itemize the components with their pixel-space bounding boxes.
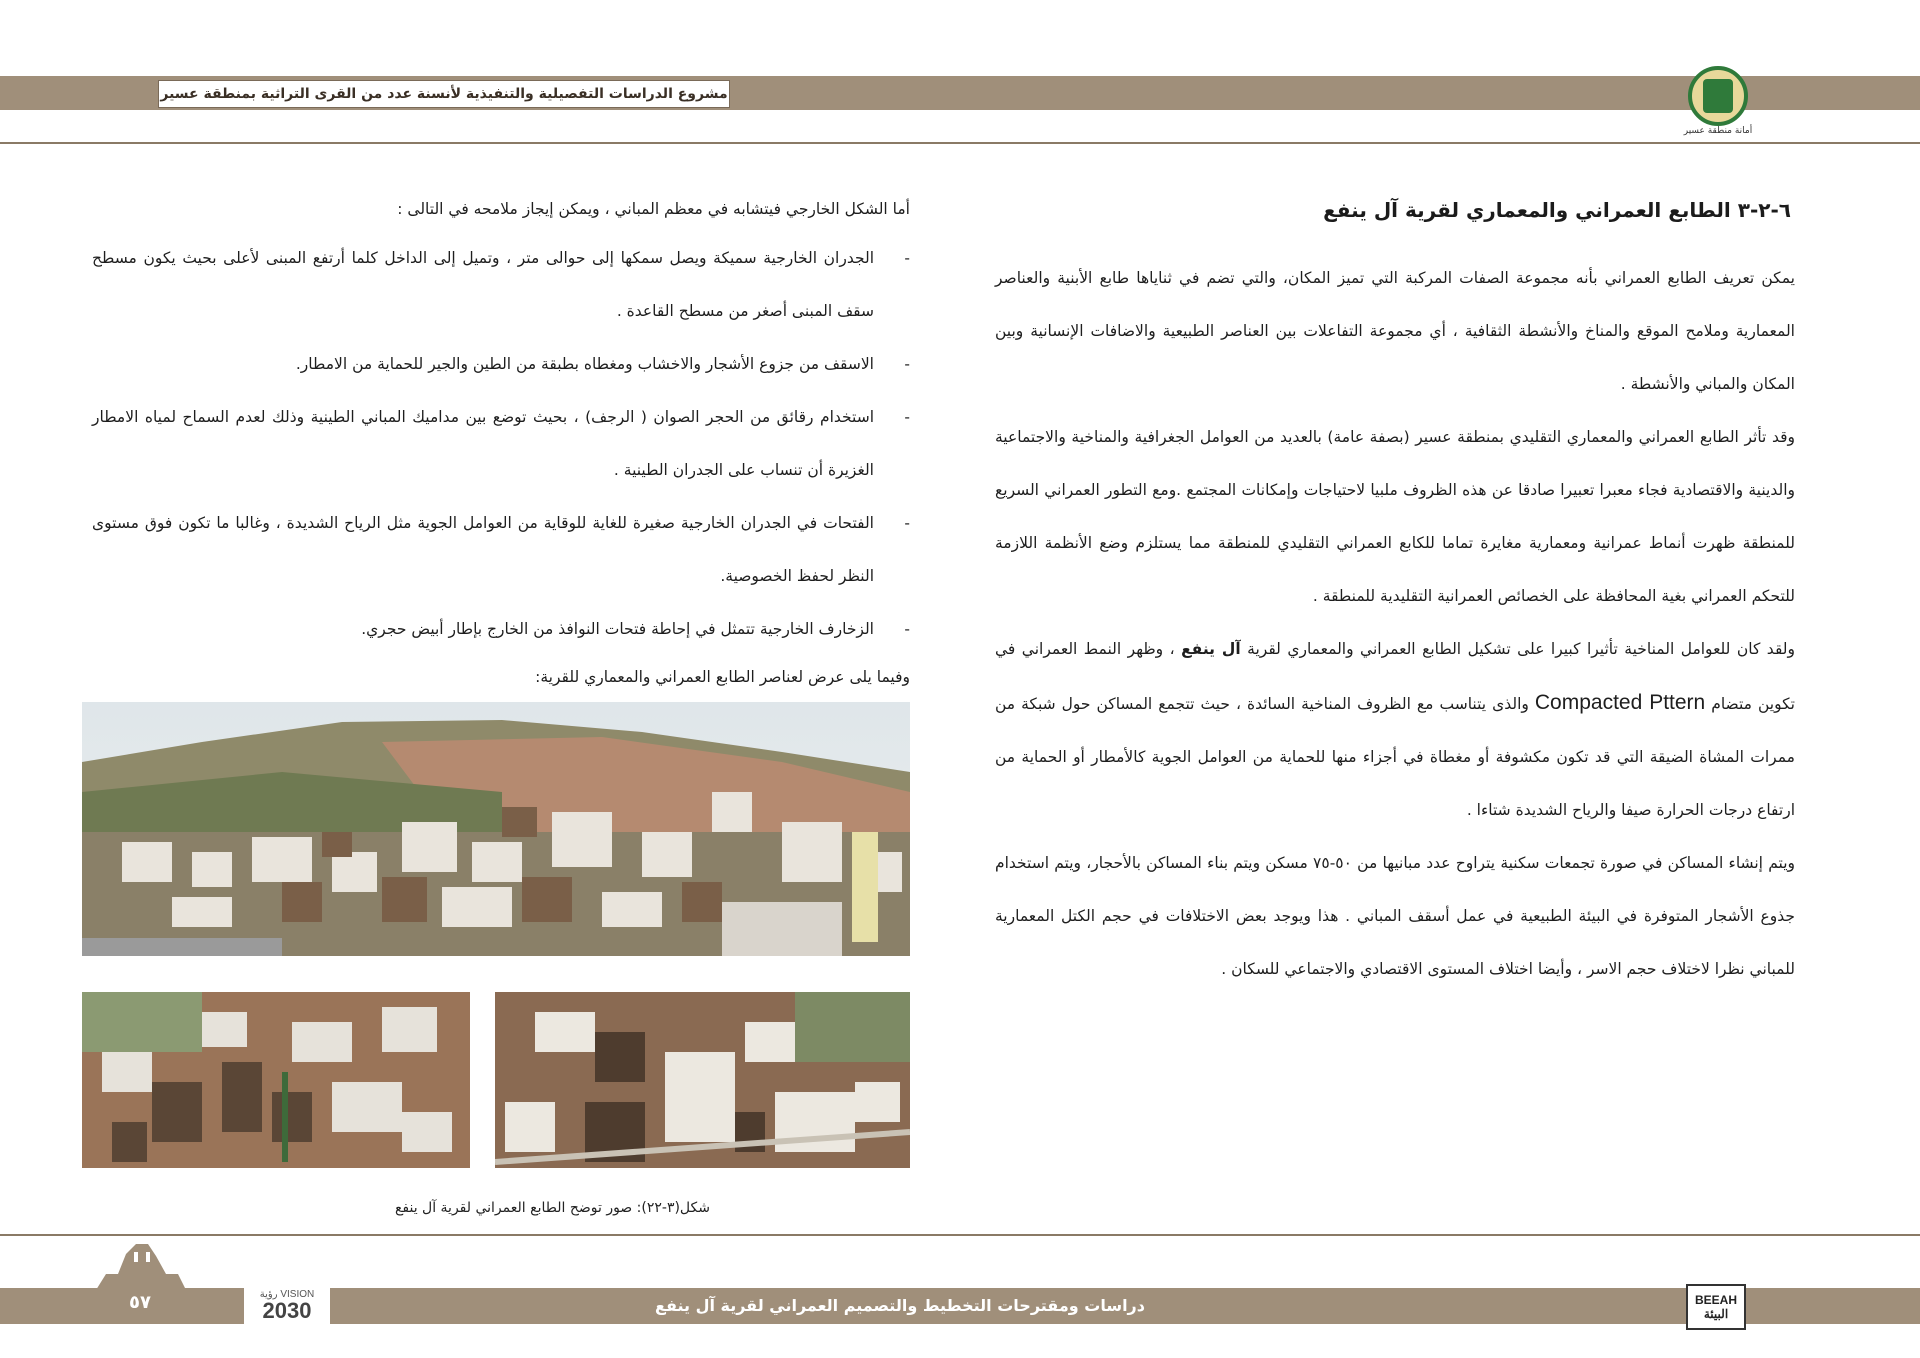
section-title: ٦-٢-٣ الطابع العمراني والمعماري لقرية آل ينفع (1323, 198, 1791, 222)
compacted-pattern-term: Compacted Pttern (1534, 691, 1706, 714)
beeah-ar: البيئة (1703, 1307, 1729, 1321)
village-name: آل ينفع (1181, 640, 1241, 658)
beeah-en: BEEAH (1695, 1293, 1738, 1307)
paragraph-1: يمكن تعريف الطابع العمراني بأنه مجموعة الصفات المركبة التي تميز المكان، والتي تضم في ثناياها طابع الأبنية والعناصر المعمارية وملامح الموقع والمناخ والأنشطة الثقافية ، أي مجموعة التفاعلات بين العناصر الطبيعية والاضافات الإنسانية وبين المكان والمباني والأنشطة . (995, 269, 1795, 393)
footer-divider (0, 1234, 1920, 1236)
logo-caption: أمانة منطقة عسير (1683, 126, 1753, 136)
elements-intro: وفيما يلى عرض لعناصر الطابع العمراني والمعماري للقرية: (535, 668, 910, 686)
exterior-intro: أما الشكل الخارجي فيتشابه في معظم المباني ، ويمكن إيجاز ملامحه في التالى : (397, 200, 910, 218)
village-aerial-photo-right (495, 992, 910, 1168)
bullet-item: - الجدران الخارجية سميكة ويصل سمكها إلى حوالى متر ، وتميل إلى الداخل كلما أرتفع المبنى لأعلى بحيث يكون مسطح سقف المبنى أصغر من مسطح القاعدة . (92, 232, 910, 338)
paragraph-4: ويتم إنشاء المساكن في صورة تجمعات سكنية يتراوح عدد مبانيها من ٥٠-٧٥ مسكن ويتم بناء المساكن بالأحجار، ويتم استخدام جذوع الأشجار المتوفرة في البيئة الطبيعية في عمل أسقف المباني . هذا ويوجد بعض الاختلافات في حجم الكتل المعمارية للمباني نظرا لاختلاف حجم الاسر ، وأيضا اختلاف المستوى الاقتصادي والاجتماعي للسكان . (995, 854, 1795, 978)
vision-label: VISION رؤية (259, 1288, 315, 1300)
project-title: مشروع الدراسات التفصيلية والتنفيذية لأنسنة عدد من القرى التراثية بمنطقة عسير (158, 80, 730, 108)
vision-year: 2030 (262, 1297, 312, 1323)
figure-caption: شكل(٣-٢٢): صور توضح الطابع العمراني لقرية آل ينفع (394, 1200, 710, 1216)
beeah-logo (1686, 1284, 1746, 1330)
page-number: ٥٧ (129, 1292, 151, 1313)
bullet-item: - الاسقف من جزوع الأشجار والاخشاب ومغطاه بطبقة من الطين والجير للحماية من الامطار. (92, 338, 910, 391)
village-aerial-photo-left (82, 992, 470, 1168)
paragraph-3: ولقد كان للعوامل المناخية تأثيرا كبيرا على تشكيل الطابع العمراني والمعماري لقرية آل ينفع ، وظهر النمط العمراني في تكوين متضام Compacted Pttern والذى يتناسب مع الظروف المناخية السائدة ، حيث تتجمع المساكن حول شبكة من ممرات المشاة الضيقة التي قد تكون مكشوفة أو مغطاة في أجزاء منها للحماية من العوامل الجوية كالأمطار أو الحماية من ارتفاع درجات الحرارة صيفا والرياح الشديدة شتاءا . (995, 640, 1795, 819)
heritage-building-icon (96, 1244, 186, 1290)
right-column (995, 198, 1795, 996)
header-divider (0, 142, 1920, 144)
bullet-item: - الزخارف الخارجية تتمثل في إحاطة فتحات النوافذ من الخارج بإطار أبيض حجري. (92, 603, 910, 656)
footer-title: دراسات ومقترحات التخطيط والتصميم العمراني لقرية آل ينفع (655, 1296, 1145, 1315)
bullet-item: - استخدام رقائق من الحجر الصوان ( الرجف) ، بحيث توضع بين مداميك المباني الطينية وذلك لعدم السماح لمياه الامطار الغزيرة أن تنساب على الجدران الطينية . (92, 391, 910, 497)
left-column (92, 190, 910, 696)
vision-2030-logo (244, 1282, 330, 1328)
bullet-item: - الفتحات في الجدران الخارجية صغيرة للغاية للوقاية من العوامل الجوية مثل الرياح الشديدة ، وغالبا ما تكون فوق مستوى النظر لحفظ الخصوصية. (92, 497, 910, 603)
village-panorama-photo (82, 702, 910, 956)
paragraph-2: وقد تأثر الطابع العمراني والمعماري التقليدي بمنطقة عسير (بصفة عامة) بالعديد من العوامل الجغرافية والمناخية والاجتماعية والدينية والاقتصادية فجاء معبرا تعبيرا صادقا عن هذه الظروف ملبيا لاحتياجات وإمكانات المجتمع .ومع التطور العمراني السريع للمنطقة ظهرت أنماط عمرانية ومعمارية مغايرة تماما للكابع العمراني التقليدي للمنطقة مما يستلزم وضع الأنظمة اللازمة للتحكم العمراني بغية المحافظة على الخصائص العمرانية التقليدية للمنطقة . (995, 428, 1795, 605)
municipality-logo-icon (1688, 66, 1748, 126)
